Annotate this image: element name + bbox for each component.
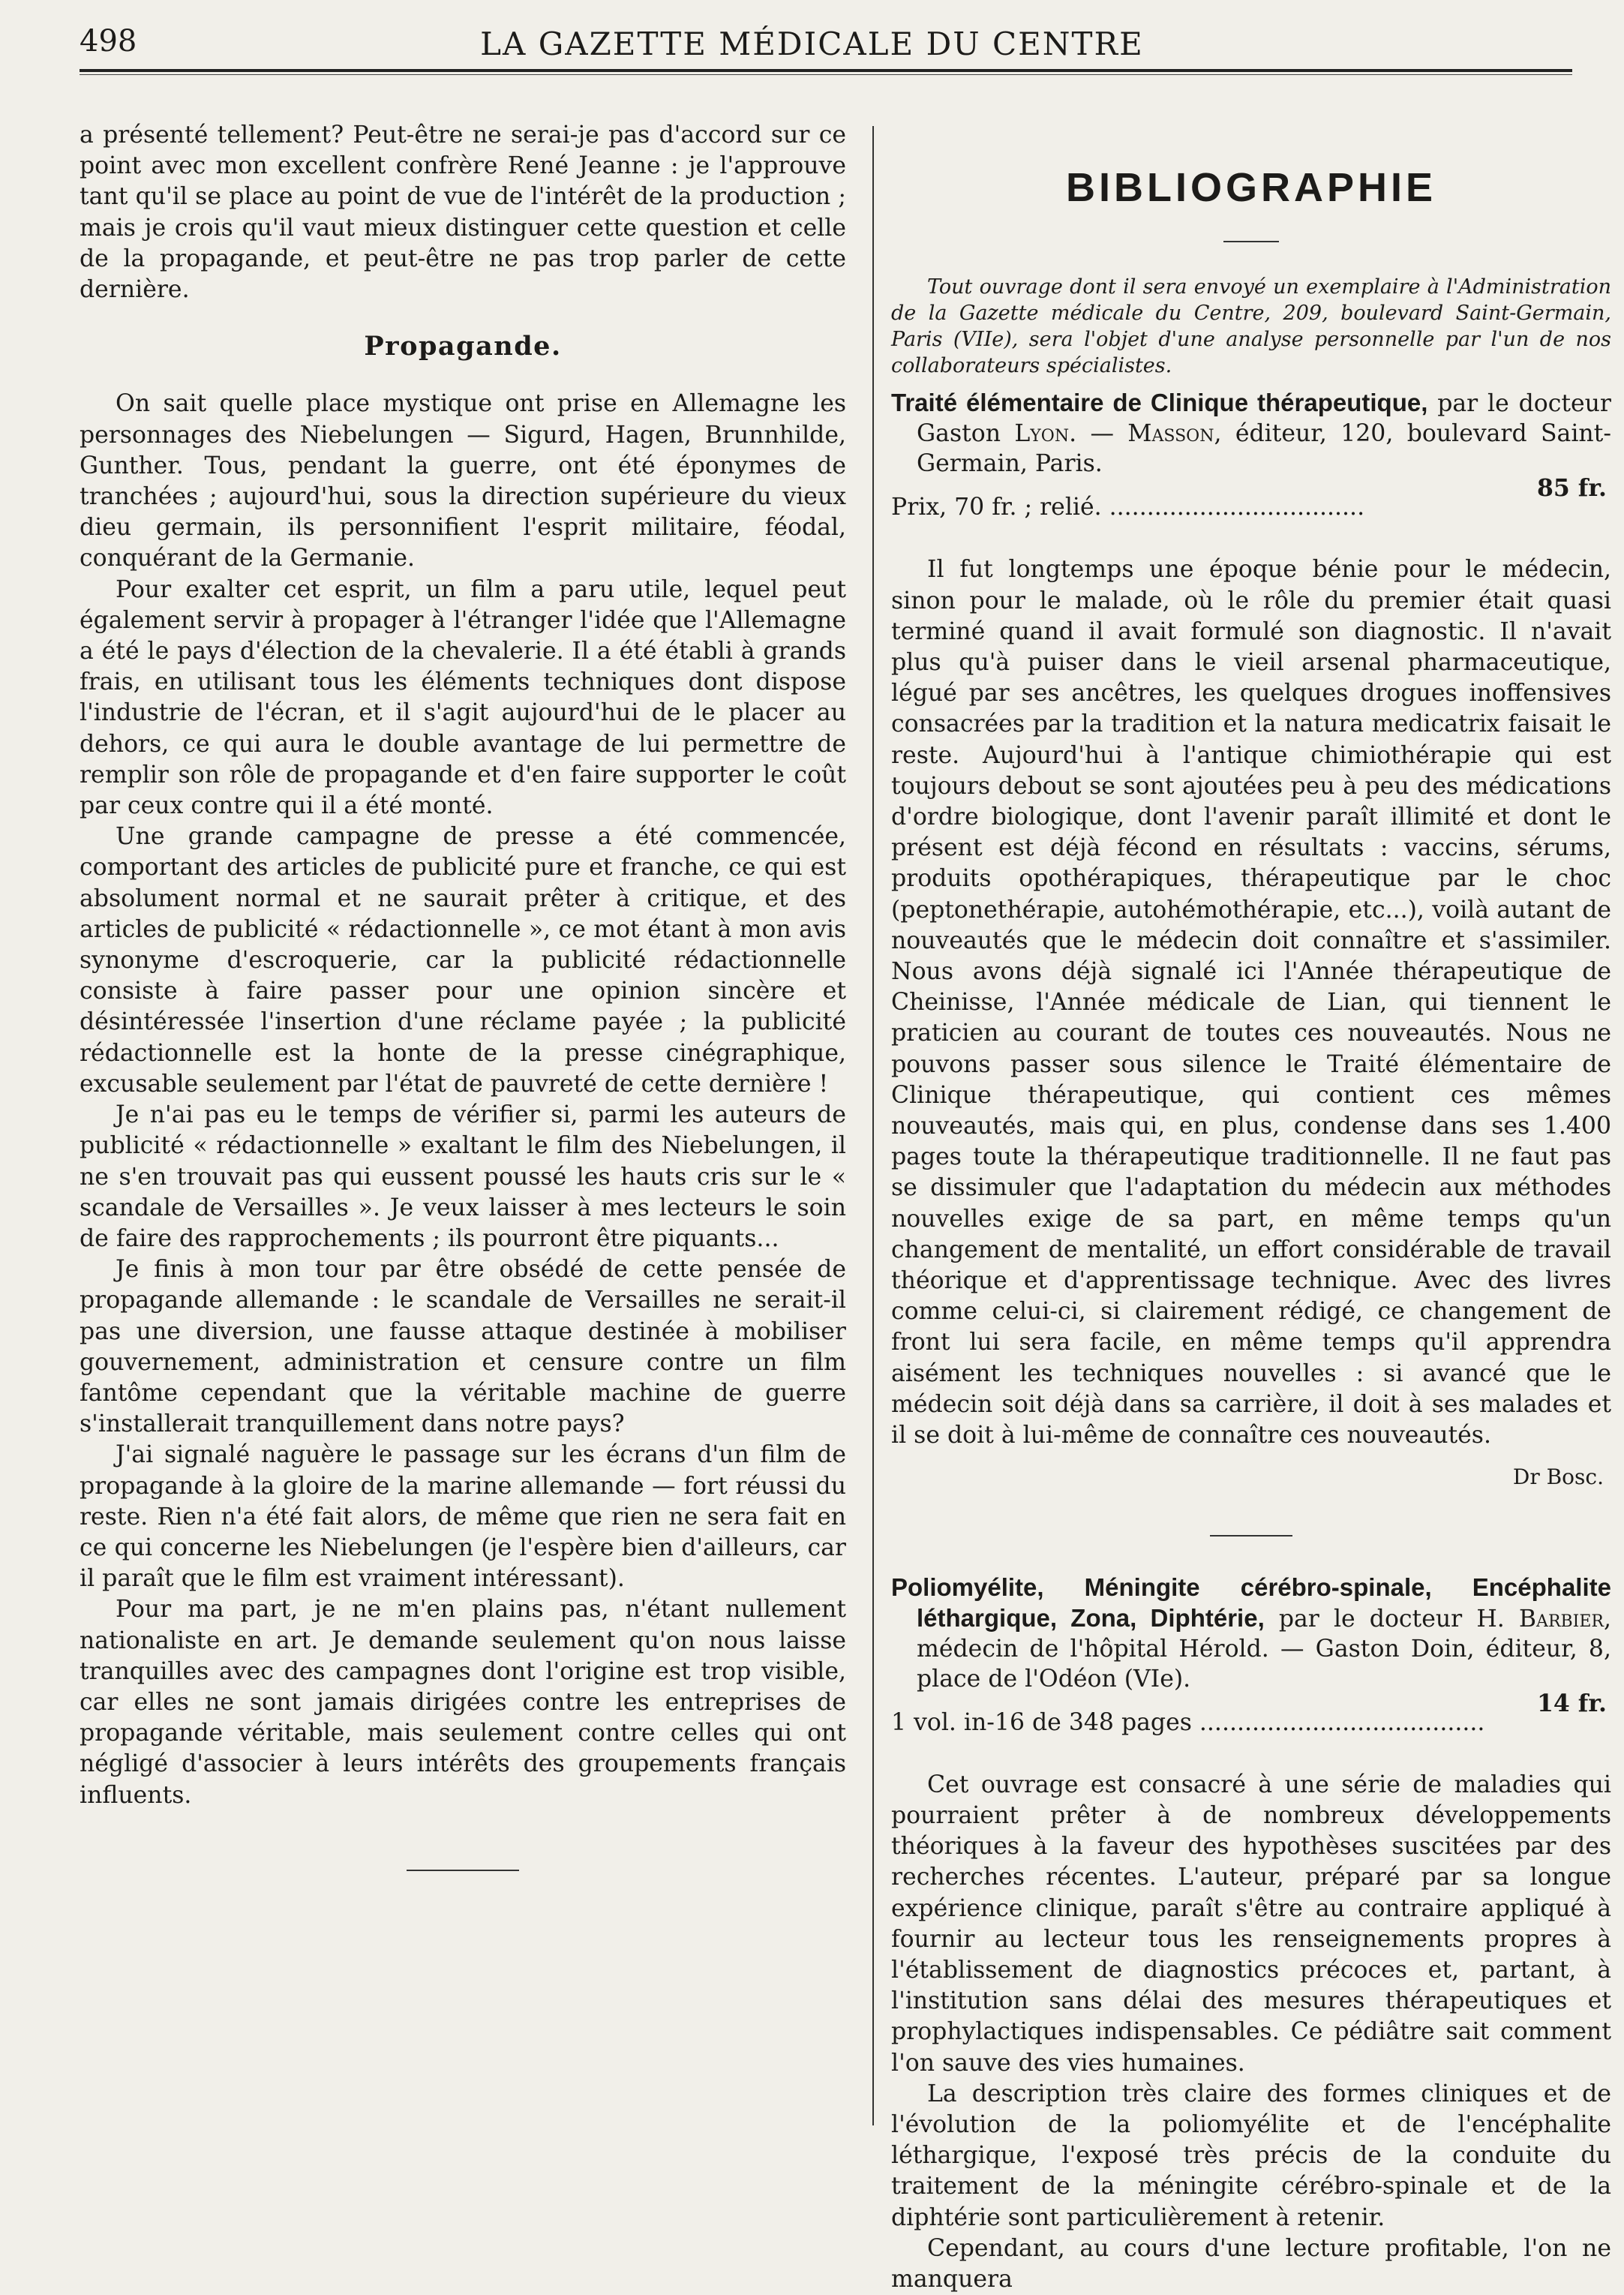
article-end-rule xyxy=(407,1870,519,1871)
page-header xyxy=(0,23,1624,75)
book-volume-price xyxy=(891,1689,1611,1738)
bibliography-notice: Tout ouvrage dont il sera envoyé un exemplaire à l'Administration de la Gazette médicale du Centre, 209, boulevard Saint-Germain, Paris (VIIe), sera l'objet d'une analyse personnelle par l'un de nos collaborateurs spécialistes. xyxy=(891,275,1611,378)
book-price xyxy=(891,474,1611,523)
column-divider xyxy=(872,126,874,2125)
book-by: par le docteur xyxy=(1264,1605,1477,1633)
book-publisher: Masson xyxy=(1127,420,1214,448)
paragraph: Je n'ai pas eu le temps de vérifier si, parmi les auteurs de publicité « rédactionnelle » exaltant le film des Niebelungen, il ne s'en trouvait pas qui eussent poussé les hauts cris sur le « scandale de Versailles ». Je veux laisser à mes lecteurs le soin de faire des rapprochements ; ils pourront être piquants... xyxy=(80,1101,846,1252)
book-by: par le docteur Gaston xyxy=(917,390,1611,448)
book-author: H. Barbier xyxy=(1476,1605,1604,1633)
title-rule xyxy=(1223,241,1279,242)
review-signature: Dr Bosc. xyxy=(1512,1464,1604,1490)
header-rule xyxy=(80,69,1572,75)
paragraph: On sait quelle place mystique ont prise en Allemagne les personnages des Niebelungen — Sigurd, Hagen, Brunnhilde, Gunther. Tous, pendant la guerre, ont été éponymes de tranchées ; aujourd'hui, sous la direction supérieure du vieux dieu germain, ils personnifient l'esprit militaire, féodal, conquérant de la Germanie. xyxy=(80,390,846,572)
book-title: Poliomyélite, Méningite cérébro-spinale, Encéphalite léthargique, Zona, Diphtérie, xyxy=(891,1573,1611,1632)
book-review: Il fut longtemps une époque bénie pour le médecin, sinon pour le malade, où le rôle du premier était quasi terminé quand il avait formulé son diagnostic. Il n'avait plus qu'à puiser dans le vieil arsenal pharmaceutique, légué par ses ancêtres, les quelques drogues inoffensives consacrées par la tradition et la natura medicatrix faisait le reste. Aujourd'hui à l'antique chimiothérapie qui est toujours debout se sont ajoutées peu à peu des médications d'ordre biologique, dont l'avenir paraît illimité et dont le présent est déjà fécond en résultats : vaccins, sérums, produits opothérapiques, thérapeutique par le choc (peptonethérapie, autohémothérapie, etc...), voilà autant de nouveautés que le médecin doit connaître et s'assimiler. Nous avons déjà signalé ici l'Année thérapeutique de Cheinisse, l'Année médicale de Lian, qui tiennent le praticien au courant de toutes ces nouveautés. Nous ne pouvons passer sous silence le Traité élémentaire de Clinique thérapeutique, qui contient ces mêmes nouveautés, mais qui, en plus, condense dans ses 1.400 pages toute la thérapeutique traditionnelle. Il ne faut pas se dissimuler que l'adaptation du médecin aux méthodes nouvelles exige de sa part, en même temps qu'un changement de mentalité, un effort considérable de travail théorique et d'apprentissage technique. Avec des livres comme celui-ci, si clairement rédigé, ce changement de front lui sera facile, en même temps qu'il apprendra aisément les techniques nouvelles : si avancé que le médecin soit déjà dans sa carrière, il doit à ses malades et il se doit à lui-même de connaître ces nouveautés. xyxy=(891,556,1611,1449)
paragraph: Une grande campagne de presse a été commencée, comportant des articles de publicité pure et franche, ce qui est absolument normal et ne saurait prêter à critique, et des articles de publicité « rédactionnelle », ce mot étant à mon avis synonyme d'escroquerie, car la publicité rédactionnelle consiste à faire passer pour une opinion sincère et désintéressée l'insertion d'une réclame payée ; la publicité rédactionnelle est la honte de la presse cinégraphique, excusable seulement par l'état de pauvreté de cette dernière ! xyxy=(80,823,846,1098)
left-column xyxy=(80,120,846,1871)
book-publisher-address: , médecin de l'hôpital Hérold. — Gaston Doin, éditeur, 8, place de l'Odéon (VIe). xyxy=(917,1605,1611,1693)
book-review: La description très claire des formes cliniques et de l'évolution de la poliomyélite et de l'encéphalite léthargique, l'exposé très précis de la conduite du traitement de la méningite cérébro-spinale et de la diphtérie sont particulièrement à retenir. xyxy=(891,2080,1611,2231)
paragraph: Pour exalter cet esprit, un film a paru utile, lequel peut également servir à propager à l'étranger l'idée que l'Allemagne a été le pays d'élection de la chevalerie. Il a été établi à grands frais, en utilisant tous les éléments techniques dont dispose l'industrie de l'écran, et il s'agit aujourd'hui de le placer au dehors, ce qui aura le double avantage de lui permettre de remplir son rôle de propagande et d'en faire supporter le coût par ceux contre qui il a été monté. xyxy=(80,575,846,820)
volume-price: 14 fr. xyxy=(1536,1689,1607,1717)
paragraph: J'ai signalé naguère le passage sur les écrans d'un film de propagande à la gloire de la marine allemande — fort réussi du reste. Rien n'a été fait alors, de même que rien ne sera fait en ce qui concerne les Niebelungen (je l'espère bien d'ailleurs, car il paraît que le film est vraiment intéressant). xyxy=(80,1441,846,1593)
book-entry-heading xyxy=(891,388,1611,479)
price-right: 85 fr. xyxy=(1536,474,1607,503)
paragraph: Pour ma part, je ne m'en plains pas, n'étant nullement nationaliste en art. Je demande seulement qu'on nous laisse tranquilles avec des campagnes dont l'origine est trop visible, car elles ne sont jamais dirigées contre les entreprises de propagande véritable, mais seulement contre celles qui ont négligé d'associer à leurs intérêts des groupements français influents. xyxy=(80,1596,846,1809)
bibliography-title: BIBLIOGRAPHIE xyxy=(1065,165,1437,210)
price-left: Prix, 70 fr. ; relié. .................................. xyxy=(891,494,1365,521)
section-heading: Propagande. xyxy=(364,331,562,362)
book-publisher-address: , éditeur, 120, boulevard Saint-Germain, Paris. xyxy=(917,420,1611,478)
book-entry-heading xyxy=(891,1573,1611,1694)
book-review: Cet ouvrage est consacré à une série de maladies qui pourraient prêter à de nombreux développements théoriques à la faveur des hypothèses suscitées par des recherches récentes. L'auteur, préparé par sa longue expérience clinique, paraît s'être au contraire appliqué à fournir au lecteur tous les renseignements propres à l'établissement de diagnostics précoces et, partant, à l'institution sans délai des mesures thérapeutiques et prophylactiques indispensables. Ce pédiâtre sait comment l'on sauve des vies humaines. xyxy=(891,1771,1611,2077)
intro-paragraph: a présenté tellement? Peut-être ne serai-je pas d'accord sur ce point avec mon excellent confrère René Jeanne : je l'approuve tant qu'il se place au point de vue de l'intérêt de la production ; mais je crois qu'il vaut mieux distinguer cette question et celle de la propagande, et peut-être ne pas trop parler de cette dernière. xyxy=(80,122,846,304)
page-number: 498 xyxy=(80,24,137,59)
book-review: Cependant, au cours d'une lecture profitable, l'on ne manquera xyxy=(891,2234,1611,2293)
journal-title: LA GAZETTE MÉDICALE DU CENTRE xyxy=(480,26,1144,62)
entry-separator xyxy=(1210,1535,1292,1537)
book-publisher-sep: . — xyxy=(1069,420,1128,448)
book-author: Lyon xyxy=(1014,420,1070,448)
paragraph: Je finis à mon tour par être obsédé de cette pensée de propagande allemande : le scandale de Versailles ne serait-il pas une diversion, une fausse attaque destinée à mobiliser gouvernement, administration et censure contre un film fantôme cependant que la véritable machine de guerre s'installerait tranquillement dans notre pays? xyxy=(80,1256,846,1438)
book-title: Traité élémentaire de Clinique thérapeutique, xyxy=(891,389,1428,417)
volume-left: 1 vol. in-16 de 348 pages ...................................... xyxy=(891,1708,1485,1736)
right-column xyxy=(891,143,1611,2295)
